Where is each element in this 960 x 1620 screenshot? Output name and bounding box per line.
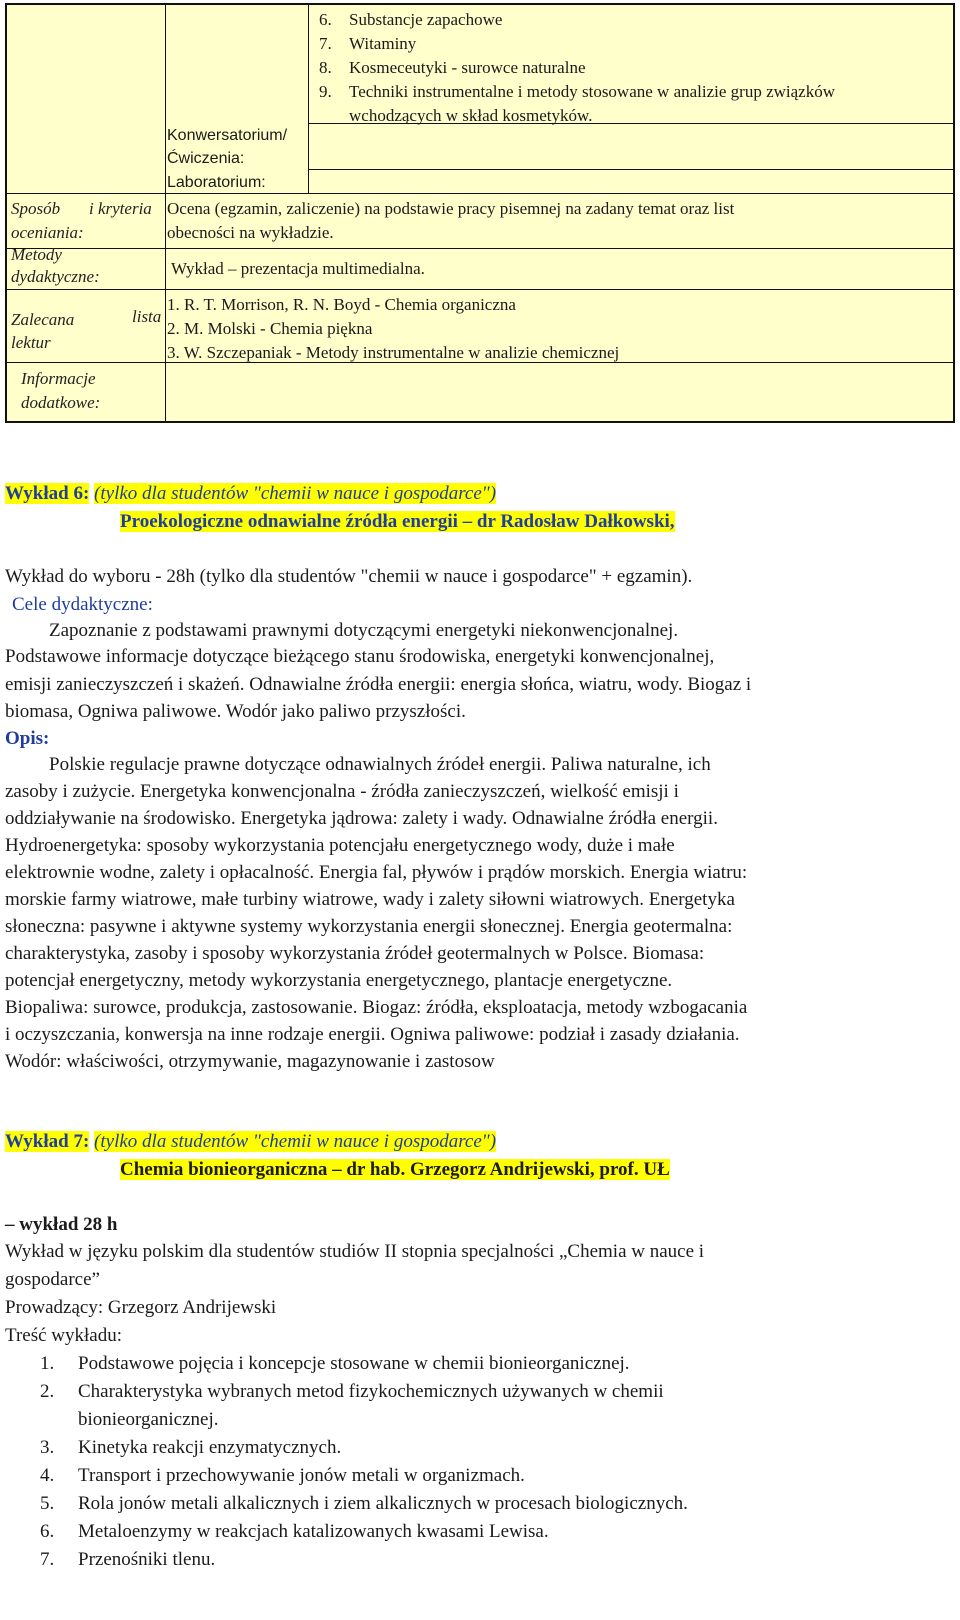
opis-line: oddziaływanie na środowisko. Energetyka jądrowa: zalety i wady. Odnawialne źródła energii.: [5, 808, 718, 829]
list-item: 6. Substancje zapachowe: [319, 10, 503, 29]
metody-label: Metody: [11, 245, 62, 264]
opis-line: Wodór: właściwości, otrzymywanie, magazynowanie i zastosow: [5, 1051, 495, 1072]
assessment-text-cont: obecności na wykładzie.: [167, 223, 334, 242]
lecture-6-number: Wykład 6:: [5, 483, 90, 504]
opis-line: i oczyszczania, konwersja na inne rodzaje energii. Ogniwa paliwowe: podział i zasady działania.: [5, 1024, 740, 1045]
list-item: 3. Kinetyka reakcji enzymatycznych.: [40, 1437, 342, 1458]
list-item: 7. Witaminy: [319, 34, 417, 53]
list-item-continuation: bionieorganicznej.: [78, 1409, 219, 1430]
cele-line: biomasa, Ogniwa paliwowe. Wodór jako paliwo przyszłości.: [5, 701, 466, 722]
lecture-6-heading: [5, 480, 496, 508]
table-col-divider-1: [165, 5, 166, 421]
zalecana-label: Zalecana: [11, 310, 75, 329]
sposob-label: Sposób: [11, 199, 61, 218]
lecture-6-title-line: [120, 508, 675, 536]
list-item: 7. Przenośniki tlenu.: [40, 1549, 216, 1570]
konwersatorium-label: Konwersatorium/: [167, 127, 288, 144]
reading-item: 1. R. T. Morrison, R. N. Boyd - Chemia organiczna: [167, 295, 516, 314]
lecture-6-audience: (tylko dla studentów "chemii w nauce i gospodarce"): [94, 483, 497, 504]
assessment-text: Ocena (egzamin, zaliczenie) na podstawie pracy pisemnej na zadany temat oraz list: [167, 199, 735, 218]
informacje-label: Informacje: [21, 369, 96, 388]
course-info-table: [5, 3, 955, 423]
laboratorium-label: Laboratorium:: [167, 174, 266, 191]
lecture-7-audience: (tylko dla studentów "chemii w nauce i gospodarce"): [94, 1131, 497, 1152]
teaching-methods-text: Wykład – prezentacja multimedialna.: [171, 259, 425, 278]
lecture-7-title-line: [120, 1156, 670, 1184]
dodatkowe-label: dodatkowe:: [21, 393, 101, 412]
list-item: 5. Rola jonów metali alkalicznych i ziem alkalicznych w procesach biologicznych.: [40, 1493, 688, 1514]
opis-line: morskie farmy wiatrowe, małe turbiny wiatrowe, wady i zalety siłowni wiatrowych. Energetyka: [5, 889, 735, 910]
opis-label: Opis:: [5, 728, 50, 749]
cele-line: Zapoznanie z podstawami prawnymi dotyczącymi energetyki niekonwencjonalnej.: [49, 620, 679, 641]
list-item: 9. Techniki instrumentalne i metody stosowane w analizie grup związków: [319, 82, 836, 101]
list-item: 4. Transport i przechowywanie jonów metali w organizmach.: [40, 1465, 525, 1486]
table-col-divider-2: [308, 5, 309, 193]
opis-line: elektrownie wodne, zalety i opłacalność. Energia fal, pływów i prądów morskich. Energia wiatru:: [5, 862, 748, 883]
table-row-divider: [7, 248, 953, 249]
list-item: 6. Metaloenzymy w reakcjach katalizowanych kwasami Lewisa.: [40, 1521, 549, 1542]
opis-line: potencjał energetyczny, metody wykorzystania energetycznego, plantacje energetyczne.: [5, 970, 673, 991]
cwiczenia-label: Ćwiczenia:: [167, 150, 245, 167]
list-item-continuation: wchodzących w skład kosmetyków.: [349, 106, 593, 125]
reading-item: 3. W. Szczepaniak - Metody instrumentalne w analizie chemicznej: [167, 343, 620, 362]
lecture-6-info: Wykład do wyboru - 28h (tylko dla studentów "chemii w nauce i gospodarce" + egzamin).: [5, 566, 693, 587]
lecture-7-lecturer: Prowadzący: Grzegorz Andrijewski: [5, 1297, 277, 1318]
sposob-label-kryteria: i kryteria: [89, 199, 152, 218]
tresc-label: Treść wykładu:: [5, 1325, 122, 1346]
opis-line: charakterystyka, zasoby i sposoby wykorzystania źródeł geotermalnych w Polsce. Biomasa:: [5, 943, 705, 964]
lecture-7-heading: [5, 1128, 496, 1156]
lecture-7-title: Chemia bionieorganiczna – dr hab. Grzegorz Andrijewski, prof. UŁ: [120, 1159, 670, 1180]
cele-label: Cele dydaktyczne:: [12, 594, 153, 615]
lecture-7-number: Wykład 7:: [5, 1131, 90, 1152]
lecture-7-desc: Wykład w języku polskim dla studentów studiów II stopnia specjalności „Chemia w nauce i: [5, 1241, 705, 1262]
table-row-divider: [7, 289, 953, 290]
lecture-6-title: Proekologiczne odnawialne źródła energii – dr Radosław Dałkowski,: [120, 511, 675, 532]
lecture-7-content-list: [40, 1350, 688, 1574]
lektur-label: lektur: [11, 333, 51, 352]
table-row-divider: [7, 193, 953, 194]
table-row-divider: [308, 169, 953, 170]
lecture-7-hours: – wykład 28 h: [5, 1214, 118, 1235]
cele-line: Podstawowe informacje dotyczące bieżącego stanu środowiska, energetyki konwencjonalnej,: [5, 646, 715, 667]
opis-line: zasoby i zużycie. Energetyka konwencjonalna - źródła zanieczyszczeń, wielkość emisji i: [5, 781, 679, 802]
opis-line: Hydroenergetyka: sposoby wykorzystania potencjału energetycznego wody, duże i małe: [5, 835, 675, 856]
topic-list: [319, 8, 959, 128]
lecture-7-desc-cont: gospodarce”: [5, 1269, 100, 1290]
list-item: 8. Kosmeceutyki - surowce naturalne: [319, 58, 586, 77]
cele-line: emisji zanieczyszczeń i skażeń. Odnawialne źródła energii: energia słońca, wiatru, wody. Biogaz i: [5, 674, 752, 695]
dydaktyczne-label: dydaktyczne:: [11, 267, 100, 286]
list-item: 2. Charakterystyka wybranych metod fizykochemicznych używanych w chemii: [40, 1381, 664, 1402]
oceniania-label: oceniania:: [11, 223, 84, 242]
opis-line: słoneczna: pasywne i aktywne systemy wykorzystania energii słonecznej. Energia geotermalna:: [5, 916, 733, 937]
lista-label: lista: [132, 307, 162, 326]
reading-item: 2. M. Molski - Chemia piękna: [167, 319, 373, 338]
list-item: 1. Podstawowe pojęcia i koncepcje stosowane w chemii bionieorganicznej.: [40, 1353, 630, 1374]
opis-line: Polskie regulacje prawne dotyczące odnawialnych źródeł energii. Paliwa naturalne, ich: [49, 754, 711, 775]
opis-line: Biopaliwa: surowce, produkcja, zastosowanie. Biogaz: źródła, eksploatacja, metody wzbogacania: [5, 997, 748, 1018]
